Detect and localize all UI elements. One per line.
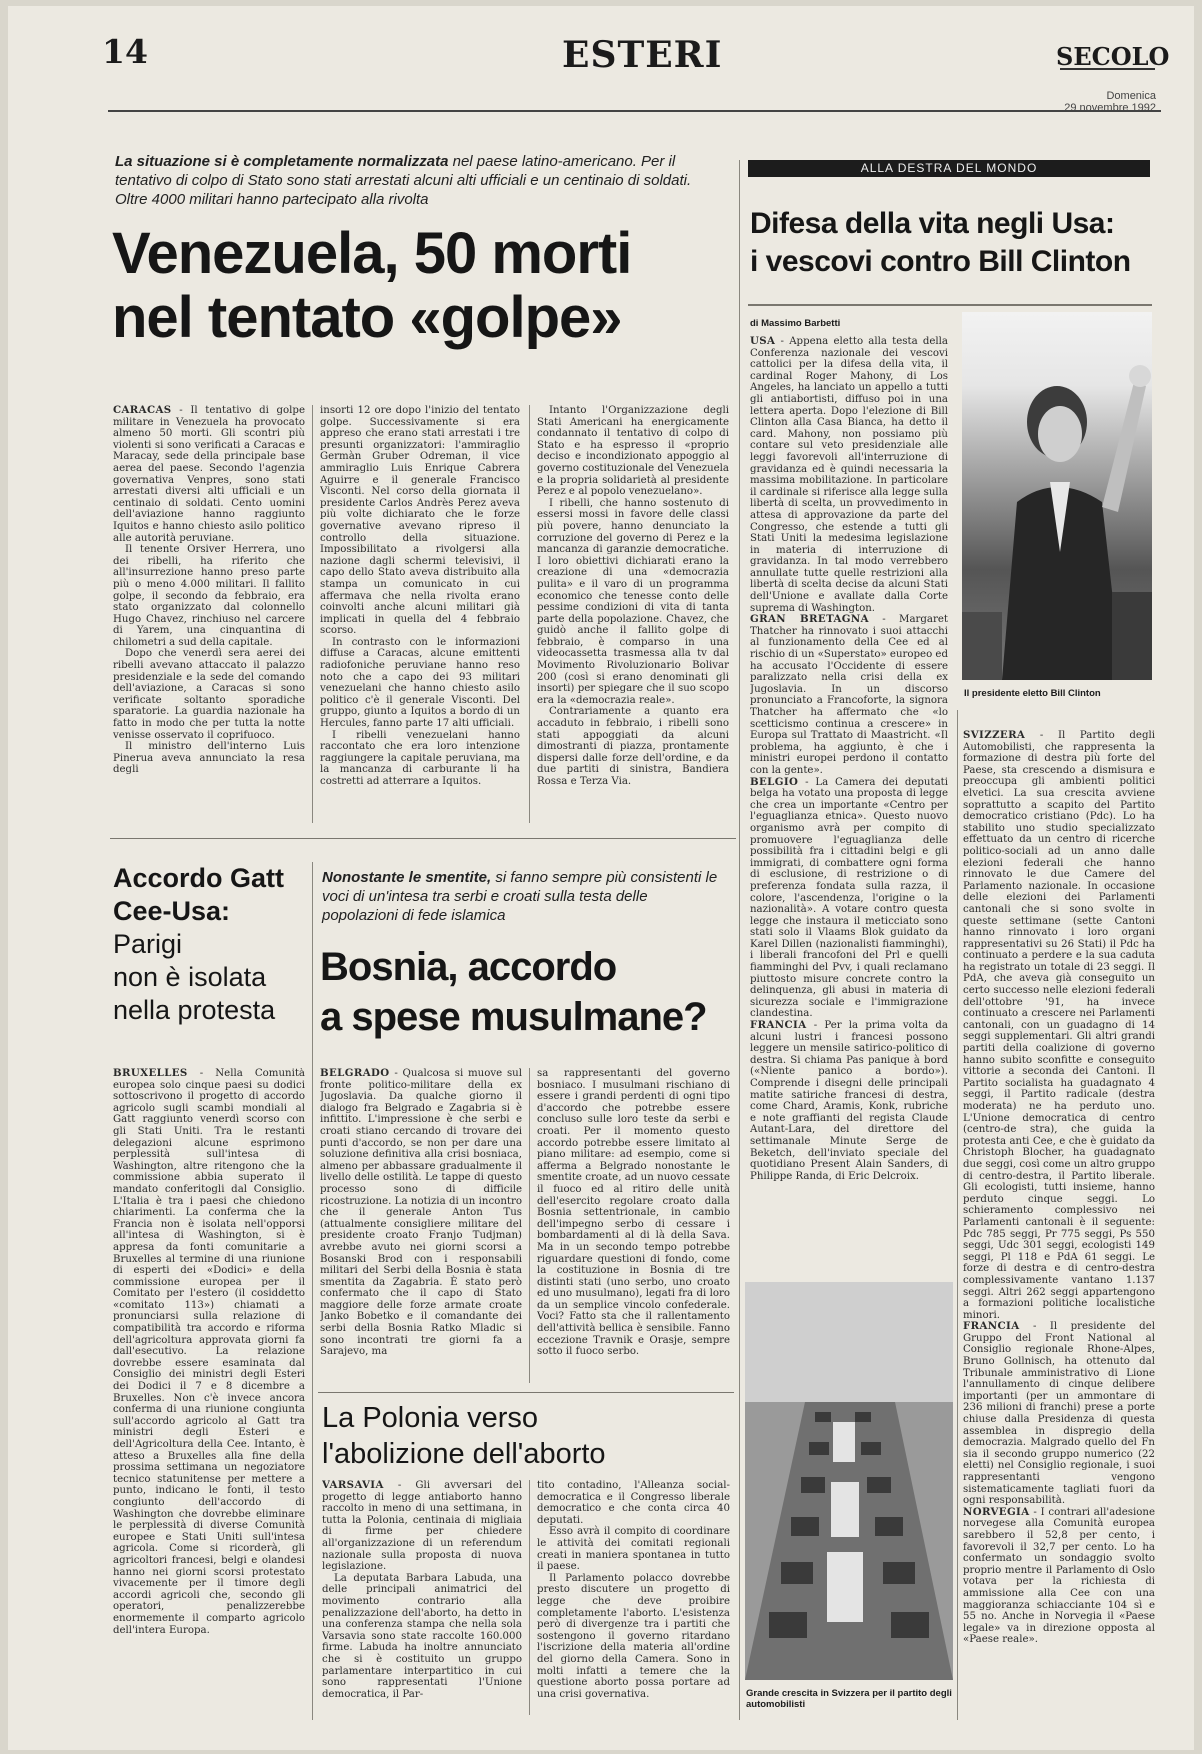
venezuela-column-1	[113, 405, 305, 830]
svizzera-column	[963, 730, 1155, 1720]
header-rule	[108, 110, 1161, 112]
venezuela-col1-p3: Dopo che venerdì sera aerei dei ribelli avevano attaccato il palazzo presidenziale e la sede del comando dell'aviazione, a Caracas si sono verificate soltanto sporadiche sparatorie. La guardia nazionale ha fatto in modo che per tutta la notte venisse osservato il coprifuoco.	[113, 648, 305, 741]
venezuela-col2-text: insorti 12 ore dopo l'inizio del tentato golpe. Successivamente si era appreso che erano stati arrestati i tre presunti organizzatori: l'ammiraglio Germàn Gruber Odreman, il vice ammiraglio Luis Enrique Cabrera Aguirre e il generale Francisco Visconti. Nel corso della giornata il presidente Carlos Andrès Perez aveva più volte dichiarato che le forze governative avevano ripreso il controllo della situazione. Impossibilitato a rivolgersi alla nazione dagli schermi televisivi, il capo dello Stato aveva distribuito alla stampa un comunicato in cui affermava che nella rivolta erano coinvolti anche alcuni militari già implicati in quella del 4 febbraio scorso.	[320, 405, 520, 637]
polonia-headline-line2: l'abolizione dell'aborto	[322, 1438, 606, 1470]
sv-dateline: SVIZZERA	[963, 730, 1026, 741]
usa-headline-line1: Difesa della vita negli Usa:	[750, 207, 1115, 240]
fr-dateline: FRANCIA	[750, 1019, 807, 1032]
polonia-col1-p2: La deputata Barbara Labuda, una delle principali animatrici del movimento contrario alla penalizzazione dell'aborto, ha detto in una conferenza stampa che nella sola Varsavia sono state raccolte 160.000 firme. Labuda ha inoltre annunciato che si è costituito un gruppo parlamentare interpartitico in cui sono rappresentati l'Unione democratica, il Par-	[322, 1572, 522, 1700]
gatt-column	[113, 1068, 305, 1720]
gatt-text: - Nella Comunità europea solo cinque paesi su dodici sottoscrivono il progetto di accordo agricolo sugli scambi mondiali al Gatt raggiunto venerdì scorso con gli Stati Uniti. Tra le restanti delegazioni alcune esprimono perplessità sull'intesa di Washington, altre ritengono che la commissione abbia superato il mandato conferitogli dal Consiglio. L'Italia è tra i paesi che chiedono chiarimenti. La conferma che la Francia non è isolata nell'opporsi all'intesa di Washington, si è appresa da fonti comunitarie a Bruxelles al termine di una riunione di esperti dei «Dodici» e della commissione europea per il Comitato per l'estero (il cosiddetto «comitato 113») chiamati a pronunciarsi sulla relazione di compatibilità tra accordo e riforma dell'agricoltura approvata giorni fa dall'esecutivo. La relazione dovrebbe essere esaminata dal Consiglio dei ministri degli Esteri dei Dodici il 7 e 8 dicembre a Bruxelles. Non c'è invece ancora conferma di una riunione congiunta sull'accordo agricolo al Gatt tra ministri degli Esteri e dell'Agricoltura della Cee. Intanto, è atteso a Bruxelles alla fine della prossima settimana un negoziatore tecnico statunitense per mettere a punto, indicano le fonti, il testo congiunto dell'accordo di Washington che dovrebbe eliminare le perplessità di diverse Comunità europee e Stati Uniti sull'intesa agricola. Come si ricorderà, gli agricoltori francesi, belgi e olandesi hanno nei giorni scorsi protestato vivacemente per il timore degli accordi agricoli che, secondo gli operatori, penalizzerebbe enormemente il comparto agricolo dell'intera Europa.	[113, 1068, 305, 1636]
traffic-photo	[745, 1282, 953, 1680]
fr2-dateline: FRANCIA	[963, 1320, 1020, 1333]
venezuela-col1-p4: Il ministro dell'interno Luis Pinerua aveva annunciato la resa degli	[113, 741, 305, 776]
venezuela-headline	[112, 222, 732, 350]
no-dateline: NORVEGIA	[963, 1505, 1030, 1518]
gatt-headline-line4: non è isolata	[113, 962, 267, 992]
polonia-col1-text: - Gli avversari del progetto di legge antiaborto hanno raccolto in meno di una settimana, in tutta la Polonia, centinaia di migliaia di firme per chiedere all'organizzazione di un referendum nazionale sulla proposta di nuova legislazione.	[322, 1480, 522, 1573]
column-rule	[529, 405, 530, 823]
be-text: - La Camera dei deputati belga ha votato una proposta di legge che crea un importante «Centro per l'eguaglianza etnica». Questo nuovo organismo avrà per compito di promuovere l'eguaglianza delle possibilità fra i cittadini belgi e gli immigrati, di combattere ogni forma di esclusione, di restrizione o di preferenza fondata sulla razza, il colore, l'ascendenza, l'origine o la nazionalità». A votare contro questa legge che instaura il meticciato sono stati solo il Vlaams Blok guidato da Karel Dillen (nazionalisti fiamminghi), i liberali francofoni del Prl e quelli fiamminghi del Pvv, i quali reclamano piuttosto misure concrete contro la delinquenza, gli abusi in materia di sicurezza sociale e l'immigrazione clandestina.	[750, 776, 948, 1020]
polonia-col2-p2: Esso avrà il compito di coordinare le attività dei comitati regionali creati in maniera spontanea in tutto il paese.	[537, 1526, 730, 1573]
venezuela-column-2	[320, 405, 520, 830]
venezuela-col1-text: - Il tentativo di golpe militare in Venezuela ha provocato almeno 50 morti. Gli scontri più violenti si sono verificati a Caracas e Maracay, sede della principale base aerea del paese. Secondo l'agenzia governativa Venpres, sono stati arrestati diversi alti ufficiali e un centinaio di soldati. Cento uomini dell'aviazione hanno raggiunto Iquitos e hanno chiesto asilo politico alle autorità peruviane.	[113, 405, 305, 544]
polonia-headline	[322, 1400, 737, 1472]
fr2-text: - Il presidente del Gruppo del Front National al Consiglio regionale Rhone-Alpes, Bruno Gollnisch, ha ottenuto dal Tribunale amministrativo di Lione l'annullamento di cinque delibere importanti (per un ammontare di 236 milioni di franchi) prese a porte chiuse dalla Presidenza di questa assemblea in dispregio della democrazia. Malgrado quello del Fn sia il secondo gruppo numerico (22 eletti) nel Consiglio regionale, i suoi rappresentanti vengono sistematicamente tagliati fuori da ogni responsabilità.	[963, 1321, 1155, 1507]
issue-date-full: 29 novembre 1992	[1064, 102, 1156, 114]
rubric-bar: ALLA DESTRA DEL MONDO	[748, 160, 1150, 177]
newspaper-logo: SECOLO	[1056, 42, 1170, 71]
gatt-headline-line2: Cee-Usa:	[113, 896, 231, 926]
venezuela-headline-line1: Venezuela, 50 morti	[112, 221, 632, 286]
page-number: 14	[102, 32, 148, 71]
polonia-column-2	[537, 1480, 730, 1720]
fr-text: - Per la prima volta da alcuni lustri i francesi possono leggere un mensile satirico-politico di destra. Si chiama Pas panique à bord («Niente panico a bordo»). Comprende i disegni delle principali matite satiriche francesi di destra, come Chard, Aramis, Konk, rubriche e note graffianti del regista Claude Autant-Lara, del direttore del settimanale Minute Serge de Beketch, dell'inviato speciale del quotidiano Present Alain Sanders, di Philippe Randa, di Eric Delcroix.	[750, 1020, 948, 1182]
usa-text: - Appena eletto alla testa della Conferenza nazionale dei vescovi cattolici per la difesa della vita, il cardinal Roger Mahony, di Los Angeles, ha lanciato un appello a tutti gli antiabortisti, diffuso poi in una lettera aperta. Dopo l'elezione di Bill Clinton alla Casa Bianca, ha detto il card. Mahony, non possiamo più contare sul veto presidenziale alle leggi favorevoli all'interruzione di gravidanza ed è quindi necessaria la massima mobilitazione. In particolare il cardinale si riferisce alla legge sulla libertà di scelta, un provvedimento in attesa di approvazione da parte del Congresso, che estende a tutti gli Stati Uniti la medesima legislazione in materia di interruzione di gravidanza. In tal modo verrebbero annullate tutte quelle restrizioni alla libertà di scelta decise da alcuni Stati dell'Unione e avallate dalla Corte suprema di Washington.	[750, 336, 948, 614]
polonia-headline-line1: La Polonia verso	[322, 1402, 539, 1434]
column-rule	[312, 405, 313, 823]
venezuela-dateline: CARACAS	[113, 405, 172, 416]
gb-text: - Margaret Thatcher ha rinnovato i suoi attacchi al funzionamento della Cee ed al rischio di un «Superstato» europeo ed ha accusato l'Occidente di essere paralizzato nella crisi della ex Jugoslavia. In un discorso pronunciato a Francoforte, la signora Thatcher ha affermato che «lo scetticismo continua a crescere» in Europa sul Trattato di Maastricht. «Il problema, ha aggiunto, è che i ministri europei perdono il contatto con la gente».	[750, 614, 948, 776]
clinton-photo-caption: Il presidente eletto Bill Clinton	[964, 688, 1101, 699]
venezuela-kicker-text: nel paese latino-americano. Per il tentativo di colpo di Stato sono stati arrestati alcuni alti ufficiali e un centinaio di soldati. Oltre 4000 militari hanno partecipato alla rivolta	[115, 153, 692, 208]
gatt-headline	[113, 862, 313, 1027]
venezuela-column-3	[537, 405, 729, 830]
no-text: - I contrari all'adesione norvegese alla Comunità europea sarebbero il 52,8 per cento, i favorevoli il 32,7 per cento. Lo ha confermato un sondaggio svolto proprio mentre il Parlamento di Oslo votava per la richiesta di ammissione alla Cee con una maggioranza schiacciante 104 sì e 55 no. Anche in Norvegia il «Paese legale» va in direzione opposta al «Paese reale».	[963, 1506, 1155, 1646]
venezuela-col2-p3: I ribelli venezuelani hanno raccontato che era loro intenzione raggiungere la capitale peruviana, ma la mancanza di carburante li ha costretti ad atterrare a Iquitos.	[320, 729, 520, 787]
column-rule	[529, 1068, 530, 1383]
venezuela-col1-p2: Il tenente Orsiver Herrera, uno dei ribelli, ha riferito che all'insurrezione hanno preso parte più o meno 4.000 militari. Il fallito golpe, il secondo da febbraio, era stato organizzato dal colonnello Hugo Chavez, rinchiuso nel carcere di Yarem, una cinquantina di chilometri a sud della capitale.	[113, 544, 305, 648]
bosnia-kicker	[322, 868, 722, 925]
clinton-figure-icon	[962, 312, 1152, 680]
section-divider	[318, 1392, 734, 1393]
polonia-dateline: VARSAVIA	[322, 1480, 384, 1491]
usa-headline-rule	[748, 304, 1152, 306]
section-title: ESTERI	[562, 34, 723, 76]
bosnia-col2-text: sa rappresentanti del governo bosniaco. I musulmani rischiano di essere i grandi perdenti di ogni tipo d'accordo che potrebbe essere concluso sulle loro teste da serbi e croati. Per il momento questo accordo potrebbe essere limitato al piano militare: ad esempio, come si afferma a Belgrado nonostante le smentite croate, ad un nuovo cessate il fuoco ed al ritiro delle unità dell'esercito regolare croato dalla Bosnia settentrionale, in cambio dell'impegno serbo di cessare i bombardamenti al di là della Sava. Ma in un secondo tempo potrebbe riguardare questioni di fondo, come la costituzione in Bosnia di tre distinti stati (uno serbo, uno croato ed uno musulmano), legati fra di loro da un semplice vincolo confederale. Voci? Fatto sta che il rallentamento dell'attività bellica è sensibile. Fanno eccezione Travnik e Orasje, sempre sotto il fuoco serbo.	[537, 1068, 730, 1358]
traffic-photo-caption: Grande crescita in Svizzera per il partito degli automobilisti	[746, 1688, 952, 1710]
polonia-col2-p3: Il Parlamento polacco dovrebbe presto discutere un progetto di legge che deve proibire completamente l'aborto. L'esistenza però di divergenze tra i partiti che sostengono il governo ritardano l'iscrizione della materia all'ordine del giorno della Camera. Sono in molti infatti a temere che la questione aborto possa portare ad una crisi governativa.	[537, 1572, 730, 1700]
column-rule	[529, 1480, 530, 1715]
venezuela-kicker-bold: La situazione si è completamente normalizzata	[115, 153, 449, 170]
venezuela-col3-p2: I ribelli, che hanno sostenuto di essersi mossi in favore delle classi più povere, hanno denunciato la corruzione del governo di Perez e la mancanza di garanzie democratiche. I loro obiettivi dichiarati erano la creazione di una «democrazia pulita» e il varo di un programma economico che tenesse conto delle pessime condizioni di vita di tanta parte della popolazione. Chavez, che guidò anche il fallito golpe di febbraio, è comparso in una videocassetta trasmessa alla tv dal Movimento Rivoluzionario Bolivar 200 (così si erano denominati gli insorti) per spiegare che il suo scopo era la «democrazia reale».	[537, 497, 729, 706]
venezuela-col3-text: Intanto l'Organizzazione degli Stati Americani ha energicamente condannato il tentativo di colpo di Stato e ha espresso il «proprio deciso e incondizionato appoggio al governo costituzionale del Venezuela e la propria solidarietà al presidente Perez e al popolo venezuelano».	[537, 405, 729, 498]
bosnia-column-1	[320, 1068, 522, 1388]
bosnia-headline	[320, 942, 735, 1042]
gb-dateline: GRAN BRETAGNA	[750, 613, 869, 626]
bosnia-column-2	[537, 1068, 730, 1388]
clinton-photo	[962, 312, 1152, 680]
gatt-headline-line1: Accordo Gatt	[113, 863, 285, 893]
column-rule	[957, 710, 958, 1720]
gatt-headline-line3: Parigi	[113, 929, 183, 959]
bosnia-headline-line2: a spese musulmane?	[320, 995, 707, 1039]
venezuela-col3-p3: Contrariamente a quanto era accaduto in febbraio, i ribelli sono stati appoggiati da alcuni dimostranti di piazza, prontamente dispersi dalle forze dell'ordine, e da due partiti di sinistra, Bandiera Rossa e Terza Via.	[537, 706, 729, 787]
bosnia-kicker-text: si fanno sempre più consistenti le voci di un'intesa tra serbi e croati sulla testa delle popolazioni di fede islamica	[322, 869, 718, 924]
column-rule	[739, 160, 740, 1720]
logo-underline	[1060, 68, 1155, 70]
venezuela-headline-line2: nel tentato «golpe»	[112, 285, 622, 350]
polonia-column-1	[322, 1480, 522, 1720]
issue-date-day: Domenica	[1106, 90, 1156, 102]
bosnia-headline-line1: Bosnia, accordo	[320, 945, 617, 989]
traffic-jam-icon	[745, 1282, 953, 1680]
sv-text: - Il Partito degli Automobilisti, che rappresenta la formazione di destra più forte del Paese, sta crescendo a dismisura e preoccupa gli ambienti politici elvetici. La sua crescita avviene soprattutto a scapito del Partito democratico cristiano (Pdc). Lo ha stabilito uno studio specializzato effettuato da un centro di ricerche politico-sociali ad un anno dalle elezioni federali che hanno rinnovato le due Camere del Parlamento nazionale. In occasione delle elezioni dei Parlamenti cantonali che si sono svolte in queste settimane (sette Cantoni hanno rinnovato i loro organi rappresentativi su 26 Stati) il Pdc ha continuato a perdere e la sua caduta ha registrato un totale di 23 seggi. Il PdA, che aveva già conseguito un certo successo nelle elezioni federali dell'ottobre '91, ha invece continuato a crescere nei Parlamenti cantonali, con un guadagno di 14 seggi supplementari. Gli altri grandi partiti della coalizione di governo hanno subito sconfitte e conseguito vittorie a seconda dei Cantoni. Il Partito socialista ha guadagnato 4 seggi, il Partito radicale (destra moderata) ne ha perduto uno. L'Unione democratica di centro (centro-de stra), che guida la protesta anti Cee, e che è guidato da Christoph Blocher, ha guadagnato due seggi, così come un altro gruppo di centro-destra, il Partito liberale. Gli ecologisti, tutti insieme, hanno perduto cinque seggi. Lo schieramento complessivo nei Parlamenti cantonali è il seguente: Pdc 785 seggi, Pr 775 seggi, Ps 550 seggi, Udc 301 seggi, ecologisti 149 seggi, Pl 118 e PdA 61 seggi. Le forze di destra e di centro-destra complessivamente vantano 1.137 seggi. Altri 262 seggi appartengono a formazioni politiche localistiche minori.	[963, 730, 1155, 1321]
bosnia-dateline: BELGRADO	[320, 1068, 390, 1079]
section-divider	[110, 838, 736, 839]
venezuela-kicker	[115, 152, 715, 209]
venezuela-col2-p2: In contrasto con le informazioni diffuse a Caracas, alcune emittenti radiofoniche peruviane hanno reso noto che a capo dei 93 militari venezuelani che hanno chiesto asilo politico c'è il generale Visconti. Del gruppo, giunto a Iquitos a bordo di un Hercules, fanno parte 17 alti ufficiali.	[320, 636, 520, 730]
usa-headline-line2: i vescovi contro Bill Clinton	[750, 245, 1131, 278]
bosnia-col1-text: - Qualcosa si muove sul fronte politico-militare della ex Jugoslavia. Da qualche giorno il dialogo fra Belgrado e Zagabria si è infittito. L'impressione è che serbi e croati stiano cercando di trovare dei punti d'accordo, se non per dare una soluzione definitiva alla crisi bosniaca, almeno per abbassare gradualmente il livello delle ostilità. Le tappe di questo processo sono di difficile ricostruzione. La notizia di un incontro che il generale Anton Tus (attualmente consigliere militare del presidente croato Franjo Tudjman) avrebbe avuto nei giorni scorsi a Bosanski Brod con i responsabili militari del Serbi della Bosnia è stata smentita da Zagabria. È stato però confermato che il capo di Stato maggiore delle forze armate croate Janko Bobetko e il comandante dei serbi della Bosnia Ratko Mladic si sono incontrati tre giorni fa a Sarajevo, ma	[320, 1068, 522, 1358]
usa-byline: di Massimo Barbetti	[750, 318, 841, 329]
bosnia-kicker-bold: Nonostante le smentite,	[322, 869, 492, 886]
column-rule	[312, 862, 313, 1720]
usa-headline	[750, 205, 1155, 281]
usa-dateline: USA	[750, 336, 776, 347]
be-dateline: BELGIO	[750, 775, 799, 788]
gatt-dateline: BRUXELLES	[113, 1068, 188, 1079]
gatt-headline-line5: nella protesta	[113, 995, 276, 1025]
polonia-col2-text: tito contadino, l'Alleanza social-democratica e il Congresso liberale democratico e che conta circa 40 deputati.	[537, 1480, 730, 1526]
